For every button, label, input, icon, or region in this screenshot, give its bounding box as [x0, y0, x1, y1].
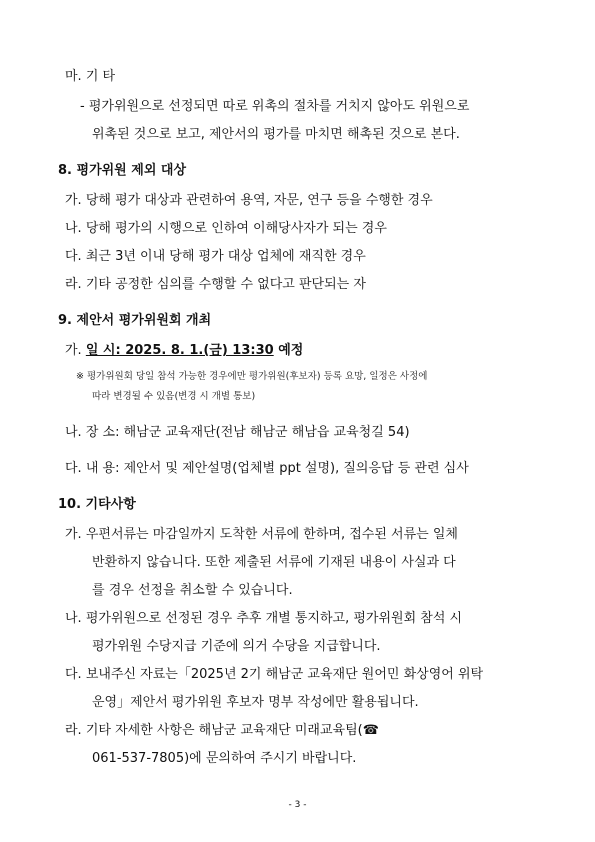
meeting-note-line-1: ※ 평가위원회 당일 참석 가능한 경우에만 평가위원(후보자) 등록 요망, 일정은 사정에: [76, 371, 428, 382]
section-10-ga-line-3: 를 경우 선정을 취소할 수 있습니다.: [92, 583, 293, 598]
meeting-date-suffix: 예정: [273, 343, 304, 358]
section-ma-line-2: 위촉된 것으로 보고, 제안서의 평가를 마치면 해촉된 것으로 본다.: [92, 127, 460, 142]
meeting-date: [65, 342, 303, 360]
section-ma-line-1: - 평가위원으로 선정되면 따로 위촉의 절차를 거치지 않아도 위원으로: [80, 99, 470, 114]
section-10-title: 10. 기타사항: [58, 497, 136, 512]
section-8-item-da: 다. 최근 3년 이내 당해 평가 대상 업체에 재직한 경우: [65, 249, 366, 264]
section-10-ra-line-1: 라. 기타 자세한 사항은 해남군 교육재단 미래교육팀(☎: [65, 723, 379, 738]
meeting-place: 나. 장 소: 해남군 교육재단(전남 해남군 해남읍 교육청길 54): [65, 425, 410, 440]
meeting-date-prefix: 가.: [65, 343, 86, 358]
section-10-na-line-2: 평가위원 수당지급 기준에 의거 수당을 지급합니다.: [92, 639, 381, 654]
section-10-da-line-1: 다. 보내주신 자료는「2025년 2기 해남군 교육재단 원어민 화상영어 위탁: [65, 667, 484, 682]
meeting-date-label: 일 시: 2025. 8. 1.(금) 13:30: [85, 343, 274, 358]
section-ma-label: 마. 기 타: [65, 69, 116, 84]
section-8-title: 8. 평가위원 제외 대상: [58, 163, 187, 178]
meeting-content: 다. 내 용: 제안서 및 제안설명(업체별 ppt 설명), 질의응답 등 관련 심사: [65, 461, 469, 476]
section-10-ga-line-2: 반환하지 않습니다. 또한 제출된 서류에 기재된 내용이 사실과 다: [92, 555, 456, 570]
section-10-ra-line-2: 061-537-7805)에 문의하여 주시기 바랍니다.: [92, 751, 357, 766]
section-10-ga-line-1: 가. 우편서류는 마감일까지 도착한 서류에 한하며, 접수된 서류는 일체: [65, 527, 458, 542]
section-10-na-line-1: 나. 평가위원으로 선정된 경우 추후 개별 통지하고, 평가위원회 참석 시: [65, 611, 463, 626]
section-8-item-ga: 가. 당해 평가 대상과 관련하여 용역, 자문, 연구 등을 수행한 경우: [65, 193, 433, 208]
section-8-item-na: 나. 당해 평가의 시행으로 인하여 이해당사자가 되는 경우: [65, 221, 387, 236]
section-8-item-ra: 라. 기타 공정한 심의를 수행할 수 없다고 판단되는 자: [65, 277, 366, 292]
section-9-title: 9. 제안서 평가위원회 개최: [58, 313, 212, 328]
meeting-note-line-2: 따라 변경될 수 있음(변경 시 개별 통보): [92, 391, 256, 402]
page-number: - 3 -: [288, 800, 307, 810]
section-10-da-line-2: 운영」제안서 평가위원 후보자 명부 작성에만 활용됩니다.: [92, 695, 419, 710]
